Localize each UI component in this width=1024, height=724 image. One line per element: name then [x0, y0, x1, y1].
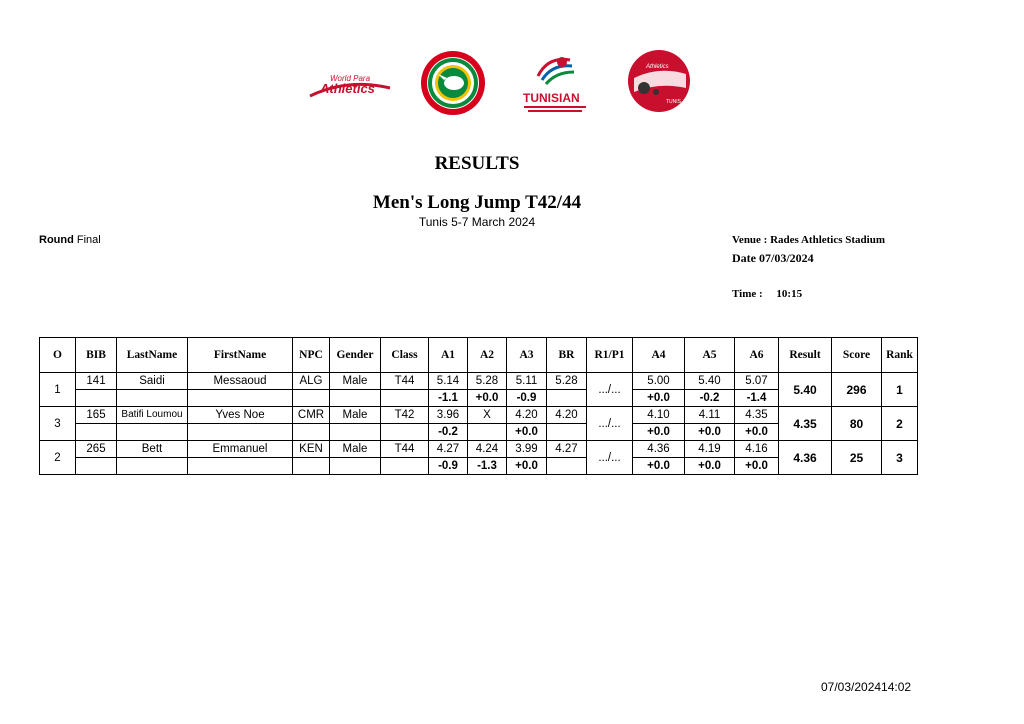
empty-cell: [293, 424, 330, 441]
empty-cell: [188, 390, 293, 407]
round-label: Round: [39, 234, 74, 246]
gender-cell: Male: [330, 441, 381, 458]
rank-cell: 3: [882, 441, 918, 475]
r1p1-cell: .../...: [587, 407, 633, 441]
bib-cell: 141: [76, 373, 117, 390]
npc-cell: KEN: [293, 441, 330, 458]
attempt-cell: 5.14: [429, 373, 468, 390]
empty-cell: [117, 390, 188, 407]
npc-cell: CMR: [293, 407, 330, 424]
attempt-cell: 4.16: [735, 441, 779, 458]
meeting-logo-line1: Athletics: [646, 64, 669, 70]
col-header: A6: [735, 338, 779, 373]
score-cell: 296: [832, 373, 882, 407]
time-line: Time : 10:15: [732, 288, 803, 300]
wpa-logo-line2: Athletics: [320, 81, 375, 96]
attempt-cell: 4.35: [735, 407, 779, 424]
attempt-cell: 3.96: [429, 407, 468, 424]
score-cell: 25: [832, 441, 882, 475]
wind-cell: +0.0: [633, 424, 685, 441]
wind-cell: +0.0: [507, 458, 547, 475]
bib-cell: 165: [76, 407, 117, 424]
col-header: A2: [468, 338, 507, 373]
wind-cell: +0.0: [735, 424, 779, 441]
event-subtitle: Tunis 5-7 March 2024: [418, 215, 536, 229]
best-round-cell: 4.20: [547, 407, 587, 424]
attempt-cell: 5.28: [468, 373, 507, 390]
order-cell: 3: [40, 407, 76, 441]
tunisian-paralympic-logo: [518, 48, 594, 118]
table-row: [40, 441, 918, 458]
gender-cell: Male: [330, 407, 381, 424]
col-header: Result: [779, 338, 832, 373]
col-header: Rank: [882, 338, 918, 373]
attempt-cell: 3.99: [507, 441, 547, 458]
col-header: LastName: [117, 338, 188, 373]
rank-cell: 1: [882, 373, 918, 407]
col-header: A4: [633, 338, 685, 373]
wind-cell: -0.9: [429, 458, 468, 475]
wind-cell: -1.1: [429, 390, 468, 407]
empty-cell: [330, 458, 381, 475]
olympic-committee-logo: [416, 48, 490, 118]
wind-cell: +0.0: [685, 424, 735, 441]
footer-timestamp: 07/03/202414:02: [821, 680, 912, 694]
wind-cell: +0.0: [468, 390, 507, 407]
result-cell: 4.36: [779, 441, 832, 475]
attempt-cell: 5.11: [507, 373, 547, 390]
r1p1-cell: .../...: [587, 373, 633, 407]
wind-cell: -1.4: [735, 390, 779, 407]
empty-cell: [188, 458, 293, 475]
lastname-cell: Batifi Loumou: [117, 407, 188, 424]
attempt-cell: 4.19: [685, 441, 735, 458]
attempt-cell: 4.36: [633, 441, 685, 458]
col-header: O: [40, 338, 76, 373]
order-cell: 2: [40, 441, 76, 475]
attempt-cell: 4.24: [468, 441, 507, 458]
empty-cell: [547, 390, 587, 407]
col-header: NPC: [293, 338, 330, 373]
wind-cell: +0.0: [633, 458, 685, 475]
empty-cell: [117, 458, 188, 475]
score-cell: 80: [832, 407, 882, 441]
meeting-logo-line2: TUNIS: [666, 99, 681, 105]
round-value: Final: [76, 234, 101, 246]
npc-cell: ALG: [293, 373, 330, 390]
col-header: Score: [832, 338, 882, 373]
empty-cell: [330, 390, 381, 407]
attempt-cell: 5.07: [735, 373, 779, 390]
wind-cell: +0.0: [685, 458, 735, 475]
col-header: FirstName: [188, 338, 293, 373]
lastname-cell: Bett: [117, 441, 188, 458]
wind-cell: +0.0: [735, 458, 779, 475]
bib-cell: 265: [76, 441, 117, 458]
table-header-row: [40, 338, 918, 373]
attempt-cell: 4.10: [633, 407, 685, 424]
order-cell: 1: [40, 373, 76, 407]
gender-cell: Male: [330, 373, 381, 390]
attempt-cell: 4.27: [429, 441, 468, 458]
class-cell: T44: [381, 373, 429, 390]
empty-cell: [381, 390, 429, 407]
table-row: [40, 373, 918, 390]
wind-cell: [468, 424, 507, 441]
empty-cell: [293, 390, 330, 407]
r1p1-cell: .../...: [587, 441, 633, 475]
col-header: Gender: [330, 338, 381, 373]
col-header: A3: [507, 338, 547, 373]
empty-cell: [293, 458, 330, 475]
empty-cell: [547, 424, 587, 441]
class-cell: T44: [381, 441, 429, 458]
wind-cell: +0.0: [507, 424, 547, 441]
attempt-cell: 5.00: [633, 373, 685, 390]
col-header: A1: [429, 338, 468, 373]
results-heading: RESULTS: [434, 153, 520, 174]
col-header: BIB: [76, 338, 117, 373]
attempt-cell: 4.11: [685, 407, 735, 424]
empty-cell: [188, 424, 293, 441]
result-cell: 5.40: [779, 373, 832, 407]
empty-cell: [381, 458, 429, 475]
col-header: BR: [547, 338, 587, 373]
empty-cell: [547, 458, 587, 475]
meeting-logo: [626, 48, 692, 114]
best-round-cell: 5.28: [547, 373, 587, 390]
venue-line: Venue : Rades Athletics Stadium: [732, 234, 885, 246]
best-round-cell: 4.27: [547, 441, 587, 458]
class-cell: T42: [381, 407, 429, 424]
rank-cell: 2: [882, 407, 918, 441]
firstname-cell: Yves Noe: [188, 407, 293, 424]
col-header: R1/P1: [587, 338, 633, 373]
firstname-cell: Messaoud: [188, 373, 293, 390]
empty-cell: [330, 424, 381, 441]
attempt-cell: 5.40: [685, 373, 735, 390]
empty-cell: [381, 424, 429, 441]
table-row: [40, 407, 918, 424]
empty-cell: [76, 390, 117, 407]
wind-cell: +0.0: [633, 390, 685, 407]
tunisian-logo-text: TUNISIAN: [523, 91, 580, 105]
lastname-cell: Saidi: [117, 373, 188, 390]
col-header: A5: [685, 338, 735, 373]
attempt-cell: X: [468, 407, 507, 424]
wpa-logo-line1: World Para: [330, 74, 371, 83]
round-info: [39, 234, 101, 246]
firstname-cell: Emmanuel: [188, 441, 293, 458]
result-cell: 4.35: [779, 407, 832, 441]
logo-strip: [0, 48, 1024, 118]
wind-cell: -0.9: [507, 390, 547, 407]
event-title: Men's Long Jump T42/44: [372, 192, 582, 213]
world-para-athletics-logo: [300, 48, 396, 118]
empty-cell: [76, 458, 117, 475]
results-table: [39, 337, 918, 475]
col-header: Class: [381, 338, 429, 373]
empty-cell: [117, 424, 188, 441]
wind-cell: -0.2: [685, 390, 735, 407]
date-line: Date 07/03/2024: [732, 251, 814, 265]
empty-cell: [76, 424, 117, 441]
wind-cell: -0.2: [429, 424, 468, 441]
attempt-cell: 4.20: [507, 407, 547, 424]
wind-cell: -1.3: [468, 458, 507, 475]
